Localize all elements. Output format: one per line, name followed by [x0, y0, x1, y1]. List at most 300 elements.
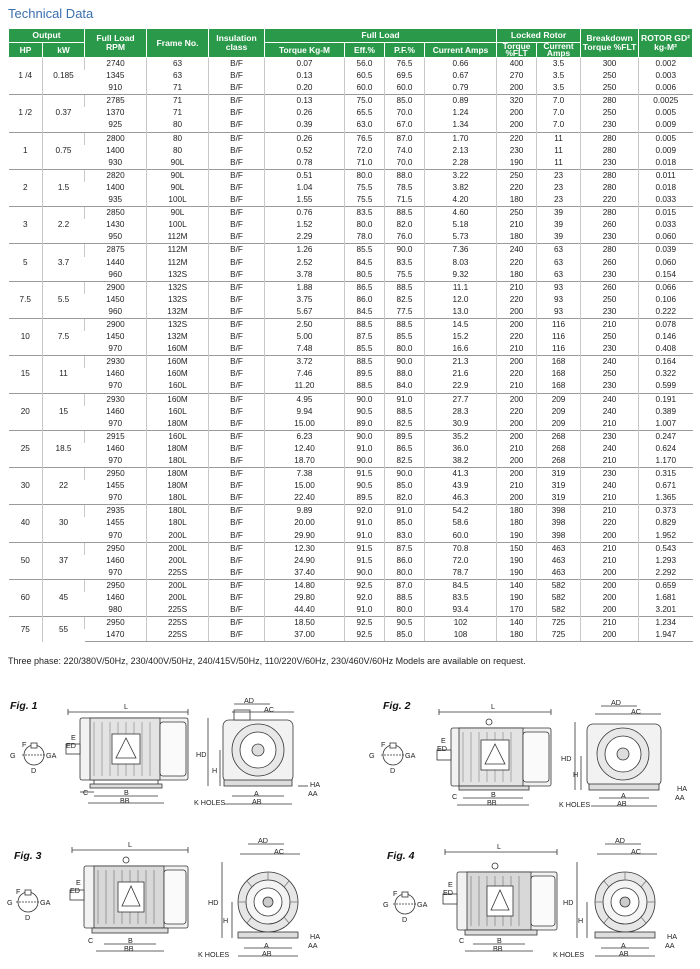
cell-torque: 14.80	[265, 579, 345, 592]
cell-locked-current: 168	[537, 368, 581, 380]
cell-kw: 11	[43, 356, 85, 393]
cell-locked-torque: 190	[497, 530, 537, 543]
cell-insulation: B/F	[209, 194, 265, 207]
cell-current: 41.3	[425, 468, 497, 481]
dim-k-holes: K HOLES	[553, 950, 585, 959]
table-row	[9, 331, 693, 343]
cell-hp: 2	[9, 169, 43, 206]
cell-insulation: B/F	[209, 555, 265, 567]
cell-rpm: 935	[108, 195, 123, 205]
cell-rpm: 1345	[106, 71, 125, 81]
cell-breakdown: 240	[581, 443, 639, 455]
dim-a: A	[621, 941, 626, 950]
cell-current: 5.18	[425, 219, 497, 231]
dim-l: L	[128, 840, 132, 849]
cell-eff: 78.0	[345, 231, 385, 244]
dim-ac: AC	[631, 707, 641, 716]
cell-frame: 225S	[147, 567, 209, 580]
table-row	[9, 70, 693, 82]
cell-torque: 1.26	[265, 244, 345, 257]
cell-torque: 5.67	[265, 306, 345, 319]
cell-rpm: 1470	[85, 629, 147, 642]
cell-kw: 15	[43, 393, 85, 430]
cell-pf: 88.0	[385, 368, 425, 380]
cell-breakdown: 230	[581, 343, 639, 356]
cell-insulation: B/F	[209, 567, 265, 580]
cell-breakdown: 210	[581, 542, 639, 555]
cell-pf: 80.0	[385, 343, 425, 356]
cell-rpm: 960	[108, 306, 123, 316]
cell-current: 108	[425, 629, 497, 642]
cell-pf: 89.5	[385, 430, 425, 443]
cell-pf: 76.5	[385, 58, 425, 71]
cell-current: 84.5	[425, 579, 497, 592]
cell-insulation: B/F	[209, 331, 265, 343]
cell-current: 83.5	[425, 592, 497, 604]
cell-locked-torque: 210	[497, 281, 537, 294]
figure-2	[355, 700, 695, 825]
cell-pf: 88.5	[385, 281, 425, 294]
table-row	[9, 107, 693, 119]
cell-hp: 75	[9, 617, 43, 642]
dim-g: G	[383, 900, 389, 909]
cell-frame: 80	[147, 145, 209, 157]
cell-locked-current: 93	[537, 306, 581, 319]
cell-torque: 11.20	[265, 380, 345, 393]
cell-eff: 92.5	[345, 629, 385, 642]
cell-torque: 12.30	[265, 542, 345, 555]
cell-kw: 5.5	[43, 281, 85, 318]
header-kw: kW	[43, 43, 85, 58]
cell-locked-current: 3.5	[537, 70, 581, 82]
cell-locked-current: 23	[537, 169, 581, 182]
cell-rpm: 2950	[85, 468, 147, 481]
cell-eff: 91.0	[345, 443, 385, 455]
cell-insulation: B/F	[209, 157, 265, 170]
table-row	[9, 244, 693, 257]
cell-torque: 0.26	[265, 107, 345, 119]
cell-locked-torque: 180	[497, 231, 537, 244]
cell-pf: 76.0	[385, 231, 425, 244]
table-row	[9, 617, 693, 630]
cell-rpm: 1400	[106, 182, 125, 192]
cell-frame: 200L	[147, 542, 209, 555]
cell-eff: 85.5	[345, 244, 385, 257]
dim-c: C	[88, 936, 94, 945]
cell-torque: 1.04	[265, 182, 345, 194]
cell-insulation: B/F	[209, 257, 265, 269]
cell-pf: 90.0	[385, 468, 425, 481]
cell-torque: 7.48	[265, 343, 345, 356]
cell-locked-torque: 180	[497, 517, 537, 529]
cell-eff: 91.5	[345, 468, 385, 481]
cell-breakdown: 210	[581, 505, 639, 518]
cell-rotor-gd: 0.066	[639, 281, 693, 294]
header-insulation-class: Insulation class	[209, 29, 265, 58]
cell-locked-current: 63	[537, 244, 581, 257]
cell-rpm: 1370	[106, 108, 125, 118]
cell-rotor-gd: 0.373	[639, 505, 693, 518]
dim-h: H	[578, 916, 584, 925]
cell-frame: 90L	[147, 169, 209, 182]
header-current-amps: Current Amps	[425, 43, 497, 58]
cell-rpm: 2820	[85, 169, 147, 182]
cell-locked-current: 268	[537, 443, 581, 455]
dim-bb: BB	[487, 798, 497, 807]
dim-hd: HD	[196, 750, 207, 759]
cell-rotor-gd: 1.007	[639, 418, 693, 431]
dim-ab: AB	[619, 949, 629, 958]
cell-rotor-gd: 0.005	[639, 132, 693, 145]
cell-pf: 91.0	[385, 505, 425, 518]
cell-locked-torque: 220	[497, 132, 537, 145]
cell-rotor-gd: 0.191	[639, 393, 693, 406]
cell-pf: 88.5	[385, 318, 425, 331]
cell-breakdown: 230	[581, 306, 639, 319]
cell-current: 16.6	[425, 343, 497, 356]
cell-frame: 90L	[147, 207, 209, 220]
cell-locked-torque: 210	[497, 219, 537, 231]
cell-locked-current: 23	[537, 194, 581, 207]
cell-insulation: B/F	[209, 604, 265, 617]
dim-hd: HD	[561, 754, 572, 763]
cell-eff: 84.5	[345, 257, 385, 269]
cell-rotor-gd: 1.952	[639, 530, 693, 543]
cell-current: 8.03	[425, 257, 497, 269]
cell-rpm: 1460	[106, 555, 125, 565]
cell-rotor-gd: 0.106	[639, 294, 693, 306]
cell-locked-torque: 210	[497, 443, 537, 455]
cell-breakdown: 210	[581, 492, 639, 505]
figure-1-label: Fig. 1	[10, 700, 38, 712]
header-full-load: Full Load	[265, 29, 497, 43]
dim-c: C	[83, 788, 89, 797]
cell-locked-torque: 200	[497, 119, 537, 132]
cell-current: 13.0	[425, 306, 497, 319]
header-frame-no: Frame No.	[147, 29, 209, 58]
cell-current: 1.70	[425, 132, 497, 145]
cell-insulation: B/F	[209, 318, 265, 331]
cell-rotor-gd: 0.389	[639, 406, 693, 418]
dim-h: H	[212, 766, 218, 775]
cell-rpm: 2935	[85, 505, 147, 518]
header-pf: P.F.%	[385, 43, 425, 58]
cell-hp: 60	[9, 579, 43, 616]
cell-torque: 0.13	[265, 95, 345, 108]
cell-pf: 67.0	[385, 119, 425, 132]
cell-locked-current: 93	[537, 281, 581, 294]
dim-g: G	[369, 751, 375, 760]
cell-locked-torque: 320	[497, 95, 537, 108]
cell-pf: 74.0	[385, 145, 425, 157]
cell-insulation: B/F	[209, 492, 265, 505]
cell-frame: 180L	[147, 517, 209, 529]
cell-current: 43.9	[425, 480, 497, 492]
cell-rotor-gd: 0.164	[639, 356, 693, 369]
cell-kw: 22	[43, 468, 85, 505]
table-row	[9, 443, 693, 455]
cell-rotor-gd: 0.033	[639, 219, 693, 231]
cell-hp: 15	[9, 356, 43, 393]
cell-rotor-gd: 0.006	[639, 82, 693, 95]
cell-pf: 80.0	[385, 567, 425, 580]
cell-breakdown: 280	[581, 145, 639, 157]
cell-locked-current: 268	[537, 455, 581, 468]
cell-current: 54.2	[425, 505, 497, 518]
dim-ha: HA	[677, 784, 687, 793]
cell-insulation: B/F	[209, 219, 265, 231]
cell-torque: 18.70	[265, 455, 345, 468]
cell-pf: 85.5	[385, 331, 425, 343]
cell-breakdown: 200	[581, 629, 639, 642]
cell-torque: 20.00	[265, 517, 345, 529]
cell-eff: 90.0	[345, 393, 385, 406]
table-row	[9, 579, 693, 592]
cell-breakdown: 230	[581, 231, 639, 244]
cell-breakdown: 250	[581, 331, 639, 343]
cell-insulation: B/F	[209, 269, 265, 282]
cell-torque: 0.52	[265, 145, 345, 157]
table-row	[9, 555, 693, 567]
cell-pf: 84.0	[385, 380, 425, 393]
figure-3-label: Fig. 3	[14, 850, 42, 862]
cell-hp: 10	[9, 318, 43, 355]
cell-rpm: 970	[108, 344, 123, 354]
cell-eff: 88.5	[345, 356, 385, 369]
cell-rpm: 1450	[106, 332, 125, 342]
table-row	[9, 95, 693, 108]
cell-locked-current: 582	[537, 604, 581, 617]
cell-locked-torque: 140	[497, 617, 537, 630]
cell-locked-torque: 250	[497, 207, 537, 220]
cell-pf: 87.5	[385, 542, 425, 555]
cell-locked-current: 7.0	[537, 119, 581, 132]
dim-ad: AD	[258, 836, 268, 845]
cell-eff: 90.0	[345, 455, 385, 468]
cell-current: 58.6	[425, 517, 497, 529]
cell-pf: 87.0	[385, 132, 425, 145]
dim-ga: GA	[46, 751, 57, 760]
cell-rotor-gd: 3.201	[639, 604, 693, 617]
cell-locked-torque: 200	[497, 393, 537, 406]
table-row	[9, 592, 693, 604]
cell-rotor-gd: 0.060	[639, 257, 693, 269]
table-body	[9, 58, 693, 642]
cell-locked-torque: 210	[497, 380, 537, 393]
cell-kw: 1.5	[43, 169, 85, 206]
cell-current: 1.34	[425, 119, 497, 132]
cell-locked-current: 168	[537, 380, 581, 393]
cell-torque: 9.94	[265, 406, 345, 418]
cell-frame: 160M	[147, 393, 209, 406]
cell-rpm: 2950	[85, 617, 147, 630]
cell-rotor-gd: 0.222	[639, 306, 693, 319]
header-hp: HP	[9, 43, 43, 58]
cell-locked-current: 463	[537, 542, 581, 555]
cell-pf: 85.0	[385, 629, 425, 642]
cell-eff: 91.5	[345, 542, 385, 555]
cell-eff: 72.0	[345, 145, 385, 157]
cell-current: 35.2	[425, 430, 497, 443]
cell-breakdown: 230	[581, 157, 639, 170]
cell-locked-torque: 180	[497, 629, 537, 642]
cell-locked-current: 319	[537, 492, 581, 505]
cell-frame: 71	[147, 107, 209, 119]
dim-h: H	[573, 770, 579, 779]
table-row	[9, 480, 693, 492]
dim-g: G	[7, 898, 13, 907]
cell-torque: 37.40	[265, 567, 345, 580]
dim-bb: BB	[124, 944, 134, 953]
cell-torque: 4.95	[265, 393, 345, 406]
cell-locked-current: 398	[537, 530, 581, 543]
cell-kw: 7.5	[43, 318, 85, 355]
dim-g: G	[10, 751, 16, 760]
cell-insulation: B/F	[209, 244, 265, 257]
cell-locked-current: 209	[537, 393, 581, 406]
cell-eff: 63.0	[345, 119, 385, 132]
cell-breakdown: 210	[581, 617, 639, 630]
cell-frame: 132S	[147, 318, 209, 331]
cell-locked-current: 39	[537, 231, 581, 244]
cell-eff: 56.0	[345, 58, 385, 71]
cell-eff: 89.0	[345, 418, 385, 431]
cell-torque: 44.40	[265, 604, 345, 617]
cell-rpm: 1460	[106, 369, 125, 379]
cell-current: 27.7	[425, 393, 497, 406]
cell-torque: 1.55	[265, 194, 345, 207]
cell-current: 21.3	[425, 356, 497, 369]
cell-frame: 225S	[147, 629, 209, 642]
cell-locked-torque: 180	[497, 194, 537, 207]
cell-eff: 80.0	[345, 219, 385, 231]
cell-torque: 1.52	[265, 219, 345, 231]
dim-a: A	[264, 941, 269, 950]
cell-breakdown: 210	[581, 318, 639, 331]
dim-f: F	[22, 740, 27, 749]
cell-insulation: B/F	[209, 542, 265, 555]
cell-torque: 24.90	[265, 555, 345, 567]
cell-breakdown: 200	[581, 579, 639, 592]
header-torque: Torque Kg-M	[265, 43, 345, 58]
table-row	[9, 542, 693, 555]
dim-h: H	[223, 916, 229, 925]
cell-locked-torque: 220	[497, 257, 537, 269]
dim-b: B	[124, 788, 129, 797]
cell-rpm: 1460	[106, 593, 125, 603]
dim-k-holes: K HOLES	[194, 798, 226, 807]
cell-current: 70.8	[425, 542, 497, 555]
cell-locked-torque: 180	[497, 269, 537, 282]
cell-eff: 86.0	[345, 294, 385, 306]
dim-hd: HD	[563, 898, 574, 907]
cell-breakdown: 230	[581, 468, 639, 481]
cell-locked-current: 7.0	[537, 107, 581, 119]
cell-current: 9.32	[425, 269, 497, 282]
dim-aa: AA	[308, 789, 318, 798]
cell-locked-torque: 140	[497, 579, 537, 592]
cell-locked-current: 319	[537, 468, 581, 481]
cell-eff: 92.0	[345, 592, 385, 604]
cell-rpm: 970	[108, 381, 123, 391]
cell-rpm: 2800	[85, 132, 147, 145]
table-row	[9, 231, 693, 244]
cell-frame: 132S	[147, 281, 209, 294]
cell-hp: 50	[9, 542, 43, 579]
cell-breakdown: 250	[581, 368, 639, 380]
cell-frame: 160M	[147, 368, 209, 380]
table-row	[9, 294, 693, 306]
cell-breakdown: 200	[581, 567, 639, 580]
cell-locked-torque: 150	[497, 542, 537, 555]
cell-pf: 88.5	[385, 207, 425, 220]
cell-kw: 0.75	[43, 132, 85, 169]
cell-rotor-gd: 0.829	[639, 517, 693, 529]
dim-l: L	[491, 702, 495, 711]
cell-rpm: 2915	[85, 430, 147, 443]
cell-frame: 132M	[147, 331, 209, 343]
cell-breakdown: 240	[581, 356, 639, 369]
dim-ga: GA	[405, 751, 416, 760]
cell-locked-torque: 220	[497, 294, 537, 306]
table-row	[9, 418, 693, 431]
cell-locked-current: 725	[537, 629, 581, 642]
cell-locked-torque: 190	[497, 592, 537, 604]
cell-pf: 88.5	[385, 406, 425, 418]
cell-hp: 30	[9, 468, 43, 505]
dim-d: D	[25, 913, 31, 922]
cell-rpm: 1400	[106, 145, 125, 155]
cell-locked-current: 23	[537, 182, 581, 194]
cell-eff: 80.5	[345, 269, 385, 282]
cell-rpm: 2900	[85, 318, 147, 331]
cell-eff: 92.5	[345, 579, 385, 592]
cell-breakdown: 250	[581, 294, 639, 306]
dim-c: C	[459, 936, 465, 945]
cell-locked-current: 398	[537, 517, 581, 529]
cell-current: 4.20	[425, 194, 497, 207]
cell-frame: 71	[147, 95, 209, 108]
cell-eff: 90.0	[345, 567, 385, 580]
cell-torque: 15.00	[265, 418, 345, 431]
cell-frame: 112M	[147, 231, 209, 244]
table-row	[9, 257, 693, 269]
cell-insulation: B/F	[209, 306, 265, 319]
dim-a: A	[254, 789, 259, 798]
cell-current: 2.13	[425, 145, 497, 157]
dim-ed: ED	[70, 886, 80, 895]
dim-bb: BB	[493, 944, 503, 953]
cell-locked-torque: 190	[497, 567, 537, 580]
cell-current: 3.22	[425, 169, 497, 182]
cell-breakdown: 280	[581, 169, 639, 182]
cell-insulation: B/F	[209, 455, 265, 468]
dim-aa: AA	[665, 941, 675, 950]
cell-frame: 90L	[147, 157, 209, 170]
cell-current: 21.6	[425, 368, 497, 380]
cell-rpm: 960	[108, 269, 123, 279]
cell-torque: 0.51	[265, 169, 345, 182]
cell-locked-current: 168	[537, 356, 581, 369]
dim-k-holes: K HOLES	[198, 950, 230, 959]
cell-torque: 9.89	[265, 505, 345, 518]
cell-locked-current: 209	[537, 418, 581, 431]
cell-insulation: B/F	[209, 468, 265, 481]
figure-2-label: Fig. 2	[383, 700, 411, 712]
cell-locked-current: 39	[537, 207, 581, 220]
table-row	[9, 157, 693, 170]
dim-ac: AC	[274, 847, 284, 856]
